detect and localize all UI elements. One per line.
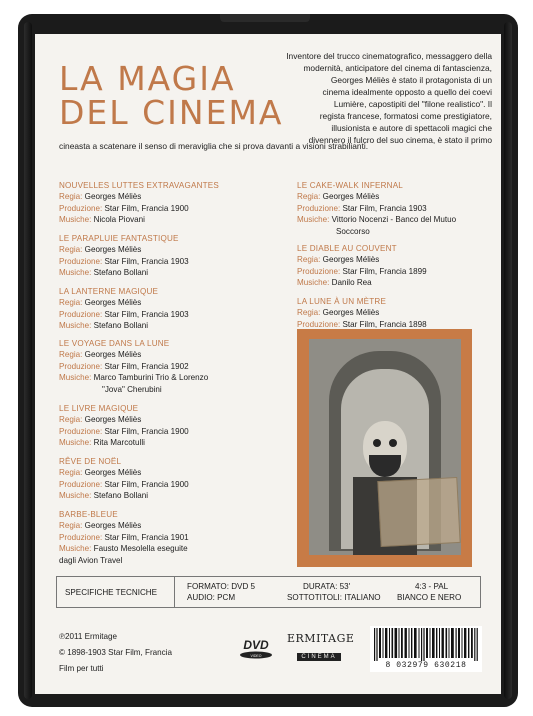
specs-box: [56, 576, 481, 608]
film-regia: Georges Méliès: [322, 255, 380, 265]
label-musiche: Musiche:: [59, 438, 92, 448]
label-musiche: Musiche:: [59, 321, 92, 331]
film-regia: Georges Méliès: [84, 415, 142, 425]
ermitage-logo-text: ERMITAGE: [287, 632, 355, 645]
film-produzione: Star Film, Francia 1902: [104, 361, 189, 371]
label-regia: Regia:: [59, 192, 83, 202]
film-title: NOUVELLES LUTTES EXTRAVAGANTES: [59, 181, 219, 190]
label-regia: Regia:: [59, 468, 83, 478]
film-musiche-cont: Soccorso: [336, 226, 370, 236]
label-produzione: Produzione:: [297, 203, 341, 213]
label-musiche: Musiche:: [297, 215, 330, 225]
label-regia: Regia:: [59, 521, 83, 531]
copyright-phonographic: ℗2011 Ermitage: [59, 632, 118, 641]
film-produzione: Star Film, Francia 1903: [342, 203, 427, 213]
film-entry: [59, 456, 189, 502]
label-musiche: Musiche:: [59, 373, 92, 383]
film-produzione: Star Film, Francia 1900: [104, 426, 189, 436]
intro-line: Georges Méliès è stato il protagonista di un: [330, 75, 492, 85]
barcode: [370, 626, 482, 672]
intro-line: divennero il fulcro del suo cinema, è stato il primo: [308, 135, 492, 145]
label-regia: Regia:: [297, 308, 321, 318]
film-title: LA LANTERNE MAGIQUE: [59, 287, 159, 296]
specs-divider: [174, 577, 175, 607]
dvd-logo-text: DVD: [243, 638, 269, 652]
specs-durata: DURATA: 53': [303, 582, 351, 591]
case-tab: [220, 14, 310, 22]
film-produzione: Star Film, Francia 1900: [104, 203, 189, 213]
film-title: LE VOYAGE DANS LA LUNE: [59, 339, 170, 348]
film-regia: Georges Méliès: [84, 468, 142, 478]
label-produzione: Produzione:: [59, 532, 103, 542]
film-title: LE CAKE-WALK INFERNAL: [297, 181, 403, 190]
film-musiche: Marco Tamburini Trio & Lorenzo: [93, 373, 209, 383]
barcode-digits: 8 032979 630218: [385, 661, 467, 670]
label-produzione: Produzione:: [59, 426, 103, 436]
film-entry: [59, 403, 189, 449]
dvd-video-logo: [236, 637, 276, 661]
specs-colore: BIANCO E NERO: [397, 593, 462, 602]
intro-line: cinema idealmente opposto a quello dei coevi: [322, 87, 492, 97]
label-musiche: Musiche:: [297, 278, 330, 288]
label-regia: Regia:: [59, 298, 83, 308]
intro-line: Lumière, capostipiti del "filone realistico". Il: [333, 99, 492, 109]
film-musiche: Stefano Bollani: [93, 268, 149, 278]
intro-line: regista francese, formatosi come prestigiatore,: [319, 111, 492, 121]
film-regia: Georges Méliès: [84, 521, 142, 531]
ermitage-logo-sub: CINEMA: [297, 653, 340, 661]
specs-ratio: 4:3 - PAL: [415, 582, 449, 591]
film-entry: [59, 509, 189, 566]
label-produzione: Produzione:: [297, 319, 341, 329]
label-regia: Regia:: [59, 350, 83, 360]
dvd-logo-sub: VIDEO: [250, 654, 262, 658]
specs-formato: FORMATO: DVD 5: [187, 582, 256, 591]
film-title: BARBE-BLEUE: [59, 510, 118, 519]
film-musiche: Stefano Bollani: [93, 491, 149, 501]
label-regia: Regia:: [297, 255, 321, 265]
film-regia: Georges Méliès: [322, 192, 380, 202]
film-regia: Georges Méliès: [84, 298, 142, 308]
film-musiche: Nicola Piovani: [93, 215, 145, 225]
film-title: LE LIVRE MAGIQUE: [59, 404, 139, 413]
copyright-film: © 1898-1903 Star Film, Francia: [59, 648, 173, 657]
melies-still-image: [309, 339, 461, 555]
label-produzione: Produzione:: [59, 256, 103, 266]
film-musiche: Danilo Rea: [331, 278, 372, 288]
still-figure-eye: [373, 439, 381, 447]
film-musiche: Fausto Mesolella eseguite: [93, 544, 188, 554]
film-musiche: Rita Marcotulli: [93, 438, 145, 448]
film-musiche: Stefano Bollani: [93, 321, 149, 331]
title-line-1: LA MAGIA: [59, 59, 236, 98]
film-produzione: Star Film, Francia 1903: [104, 256, 189, 266]
specs-sottotitoli: SOTTOTITOLI: ITALIANO: [287, 593, 381, 602]
film-musiche-cont: dagli Avion Travel: [59, 555, 123, 565]
film-produzione: Star Film, Francia 1899: [342, 266, 427, 276]
film-title: LA LUNE À UN MÈTRE: [297, 297, 387, 306]
label-produzione: Produzione:: [59, 361, 103, 371]
label-regia: Regia:: [297, 192, 321, 202]
film-musiche-cont: "Jova" Cherubini: [102, 384, 162, 394]
specs-audio: AUDIO: PCM: [187, 593, 236, 602]
label-produzione: Produzione:: [297, 266, 341, 276]
specs-heading: SPECIFICHE TECNICHE: [65, 588, 158, 597]
still-figure-eye: [389, 439, 397, 447]
film-title: LE DIABLE AU COUVENT: [297, 244, 397, 253]
label-regia: Regia:: [59, 245, 83, 255]
film-title: LE PARAPLUIE FANTASTIQUE: [59, 234, 179, 243]
intro-line: modernità, anticipatore del cinema di fantascienza,: [303, 63, 492, 73]
intro-line: illusionista e autore di spettacoli magici che: [331, 123, 492, 133]
security-sticker: [377, 477, 460, 547]
intro-text: [238, 50, 492, 146]
label-musiche: Musiche:: [59, 268, 92, 278]
film-entry: [59, 286, 189, 332]
film-musiche: Vittorio Nocenzi - Banco del Mutuo: [331, 215, 457, 225]
label-musiche: Musiche:: [59, 491, 92, 501]
label-musiche: Musiche:: [59, 544, 92, 554]
film-entry: [59, 180, 219, 226]
label-produzione: Produzione:: [59, 479, 103, 489]
film-still-photo: [297, 329, 472, 567]
film-entry: [59, 338, 208, 395]
film-regia: Georges Méliès: [84, 192, 142, 202]
film-regia: Georges Méliès: [84, 350, 142, 360]
rating-text: Film per tutti: [59, 664, 104, 673]
intro-last-line: cineasta a scatenare il senso di meraviglia che si prova davanti a visioni strabilianti.: [59, 141, 369, 151]
film-entry: [59, 233, 189, 279]
film-produzione: Star Film, Francia 1898: [342, 319, 427, 329]
film-entry: [297, 180, 456, 237]
ermitage-logo: [287, 632, 355, 662]
barcode-bars: [374, 628, 478, 661]
label-produzione: Produzione:: [59, 203, 103, 213]
label-musiche: Musiche:: [59, 215, 92, 225]
film-regia: Georges Méliès: [84, 245, 142, 255]
title-line-2: DEL CINEMA: [59, 93, 284, 132]
film-title: RÊVE DE NOËL: [59, 457, 122, 466]
intro-line: Inventore del trucco cinematografico, messaggero della: [286, 51, 492, 61]
label-regia: Regia:: [59, 415, 83, 425]
back-cover: [35, 34, 501, 694]
film-regia: Georges Méliès: [322, 308, 380, 318]
film-entry: [297, 243, 427, 289]
label-produzione: Produzione:: [59, 309, 103, 319]
film-produzione: Star Film, Francia 1903: [104, 309, 189, 319]
film-produzione: Star Film, Francia 1901: [104, 532, 189, 542]
film-produzione: Star Film, Francia 1900: [104, 479, 189, 489]
